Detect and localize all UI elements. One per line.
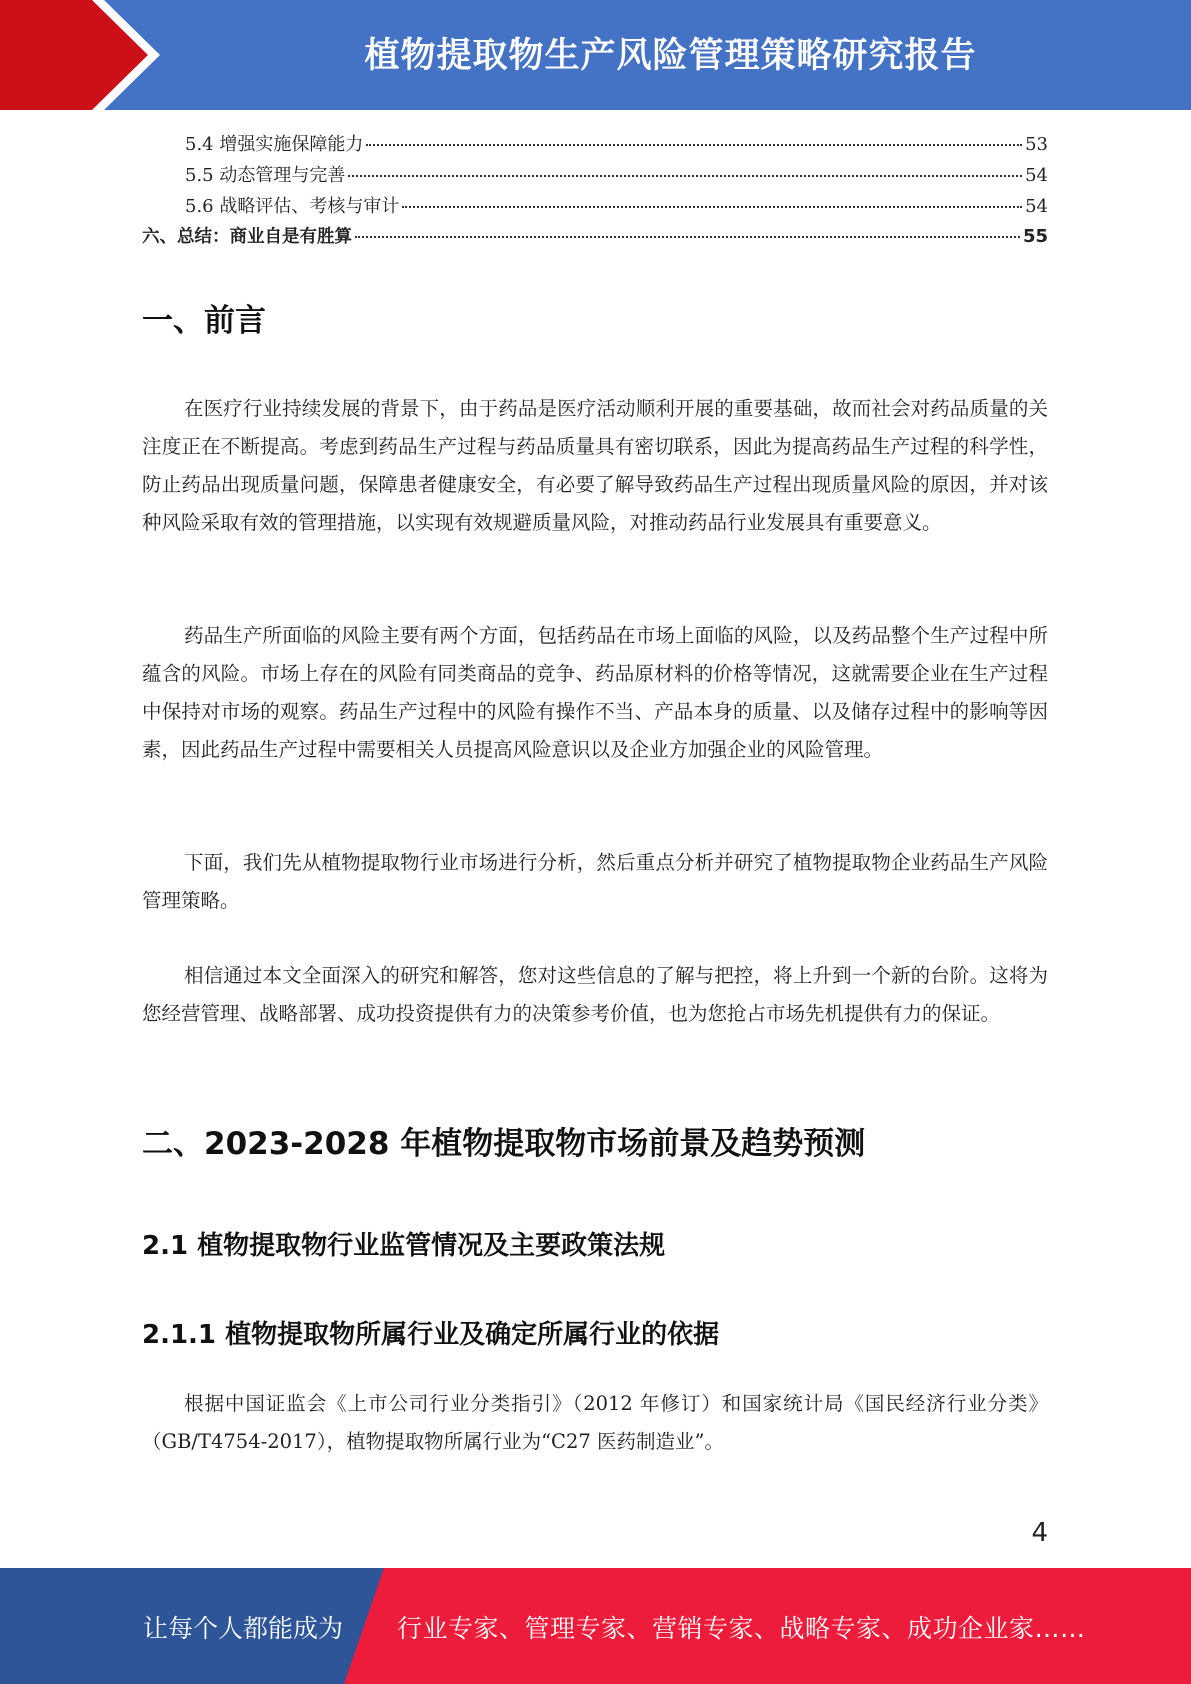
subsubsection-heading: 2.1.1 植物提取物所属行业及确定所属行业的依据 <box>142 1320 720 1350</box>
toc-entry-page: 53 <box>1025 134 1048 155</box>
toc-entry[interactable] <box>142 223 1048 254</box>
toc-entry-label: 5.5 动态管理与完善 <box>185 165 346 186</box>
toc-entry-label: 六、总结：商业自是有胜算 <box>142 227 352 247</box>
toc-entry-page: 54 <box>1025 196 1048 217</box>
toc-leader-dots <box>355 236 1020 238</box>
page-number: 4 <box>1031 1518 1048 1548</box>
header-banner <box>0 0 1191 110</box>
body-paragraph: 药品生产所面临的风险主要有两个方面，包括药品在市场上面临的风险，以及药品整个生产过程中所蕴含的风险。市场上存在的风险有同类商品的竞争、药品原材料的价格等情况，这就需要企业在生产过程中保持对市场的观察。药品生产过程中的风险有操作不当、产品本身的质量、以及储存过程中的影响等因素，因此药品生产过程中需要相关人员提高风险意识以及企业方加强企业的风险管理。 <box>142 624 1048 761</box>
body-paragraph: 下面，我们先从植物提取物行业市场进行分析，然后重点分析并研究了植物提取物企业药品生产风险管理策略。 <box>142 851 1048 912</box>
footer-slogan-right: 行业专家、管理专家、营销专家、战略专家、成功企业家…… <box>397 1614 1086 1643</box>
toc-entry-label: 5.4 增强实施保障能力 <box>185 134 364 155</box>
footer-slogan-left: 让每个人都能成为 <box>143 1614 344 1643</box>
report-title: 植物提取物生产风险管理策略研究报告 <box>364 36 977 76</box>
toc-entry-page: 55 <box>1022 226 1048 247</box>
body-paragraph: 相信通过本文全面深入的研究和解答，您对这些信息的了解与把控，将上升到一个新的台阶。这将为您经营管理、战略部署、成功投资提供有力的决策参考价值，也为您抢占市场先机提供有力的保证。 <box>142 964 1048 1025</box>
arrow-logo-icon <box>0 0 160 110</box>
toc-entry[interactable] <box>142 161 1048 192</box>
footer-banner <box>0 1568 1191 1684</box>
toc-entry[interactable] <box>142 130 1048 161</box>
section-heading: 一、前言 <box>142 303 266 339</box>
toc-entry[interactable] <box>142 192 1048 223</box>
section-heading: 二、2023-2028 年植物提取物市场前景及趋势预测 <box>142 1126 866 1162</box>
toc-entry-page: 54 <box>1025 165 1048 186</box>
body-paragraph: 根据中国证监会《上市公司行业分类指引》（2012 年修订）和国家统计局《国民经济行业分类》（GB/T4754-2017），植物提取物所属行业为“C27 医药制造业”。 <box>142 1392 1048 1453</box>
subsection-heading: 2.1 植物提取物行业监管情况及主要政策法规 <box>142 1231 666 1261</box>
table-of-contents <box>142 130 1048 254</box>
toc-leader-dots <box>366 144 1022 146</box>
toc-leader-dots <box>402 206 1022 208</box>
body-paragraph: 在医疗行业持续发展的背景下，由于药品是医疗活动顺利开展的重要基础，故而社会对药品质量的关注度正在不断提高。考虑到药品生产过程与药品质量具有密切联系，因此为提高药品生产过程的科学性，防止药品出现质量问题，保障患者健康安全，有必要了解导致药品生产过程出现质量风险的原因，并对该种风险采取有效的管理措施，以实现有效规避质量风险，对推动药品行业发展具有重要意义。 <box>142 397 1048 534</box>
toc-leader-dots <box>348 175 1022 177</box>
toc-entry-label: 5.6 战略评估、考核与审计 <box>185 196 400 217</box>
